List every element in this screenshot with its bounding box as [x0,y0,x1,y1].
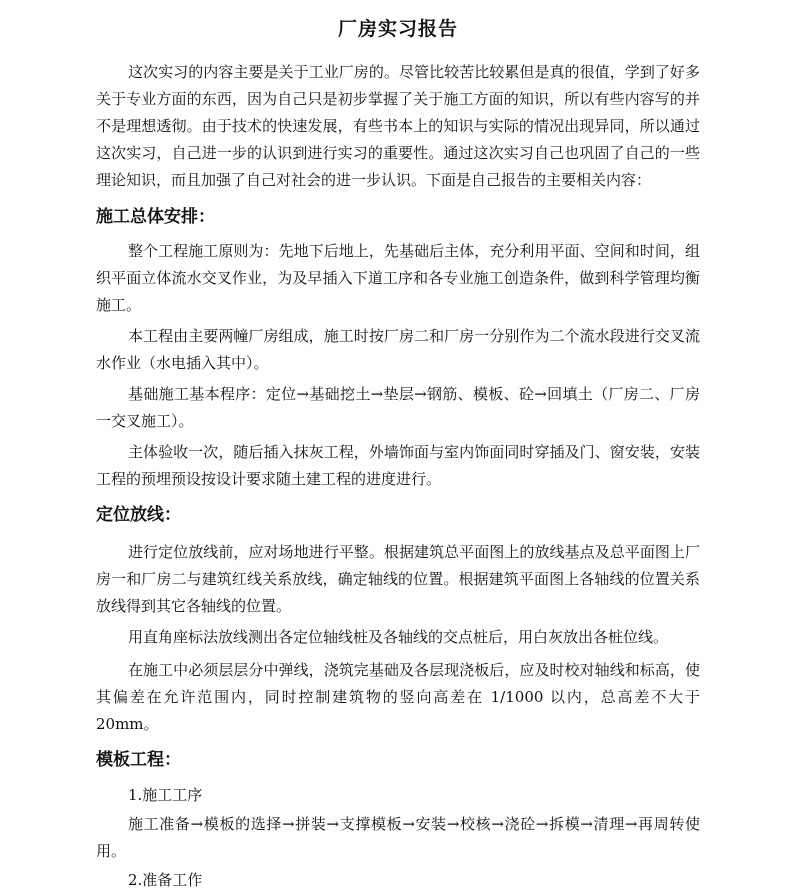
paragraph: 施工准备→模板的选择→拼装→支撑模板→安装→校核→浇砼→拆模→清理→再周转使用。 [96,815,700,860]
paragraph: 基础施工基本程序：定位→基础挖土→垫层→钢筋、模板、砼→回填土（厂房二、厂房一交叉施工）。 [96,385,700,430]
section-heading-formwork: 模板工程： [96,750,181,770]
paragraph: 主体验收一次，随后插入抹灰工程，外墙饰面与室内饰面同时穿插及门、窗安装，安装工程的预埋预设按设计要求随土建工程的进度进行。 [96,443,700,488]
paragraph: 用直角座标法放线测出各定位轴线桩及各轴线的交点桩后，用白灰放出各桩位线。 [128,628,669,646]
paragraph: 2.准备工作 [128,871,203,889]
paragraph: 在施工中必须层层分中弹线，浇筑完基础及各层现浇板后，应及时校对轴线和标高，使其偏差在允许范围内，同时控制建筑物的竖向高差在 1/1000 以内，总高差不大于 20mm。 [96,661,700,733]
paragraph: 本工程由主要两幢厂房组成，施工时按厂房二和厂房一分别作为二个流水段进行交叉流水作业（水电插入其中）。 [96,327,700,372]
paragraph: 进行定位放线前，应对场地进行平整。根据建筑总平面图上的放线基点及总平面图上厂房一和厂房二与建筑红线关系放线，确定轴线的位置。根据建筑平面图上各轴线的位置关系放线得到其它各轴线的位置。 [96,543,700,615]
section-heading-positioning: 定位放线： [96,505,181,525]
paragraph: 整个工程施工原则为：先地下后地上，先基础后主体，充分利用平面、空间和时间，组织平面立体流水交叉作业，为及早插入下道工序和各专业施工创造条件，做到科学管理均衡施工。 [96,242,700,314]
document-title: 厂房实习报告 [337,18,458,40]
paragraph: 1.施工工序 [128,786,203,804]
intro-paragraph: 这次实习的内容主要是关于工业厂房的。尽管比较苦比较累但是真的很值，学到了好多关于专业方面的东西，因为自己只是初步掌握了关于施工方面的知识，所以有些内容写的并不是理想透彻。由于技术的快速发展，有些书本上的知识与实际的情况出现异同，所以通过这次实习，自己进一步的认识到进行实习的重要性。通过这次实习自己也巩固了自己的一些理论知识，而且加强了自己对社会的进一步认识。下面是自己报告的主要相关内容： [96,63,700,189]
section-heading-overall-arrangement: 施工总体安排： [96,207,215,227]
